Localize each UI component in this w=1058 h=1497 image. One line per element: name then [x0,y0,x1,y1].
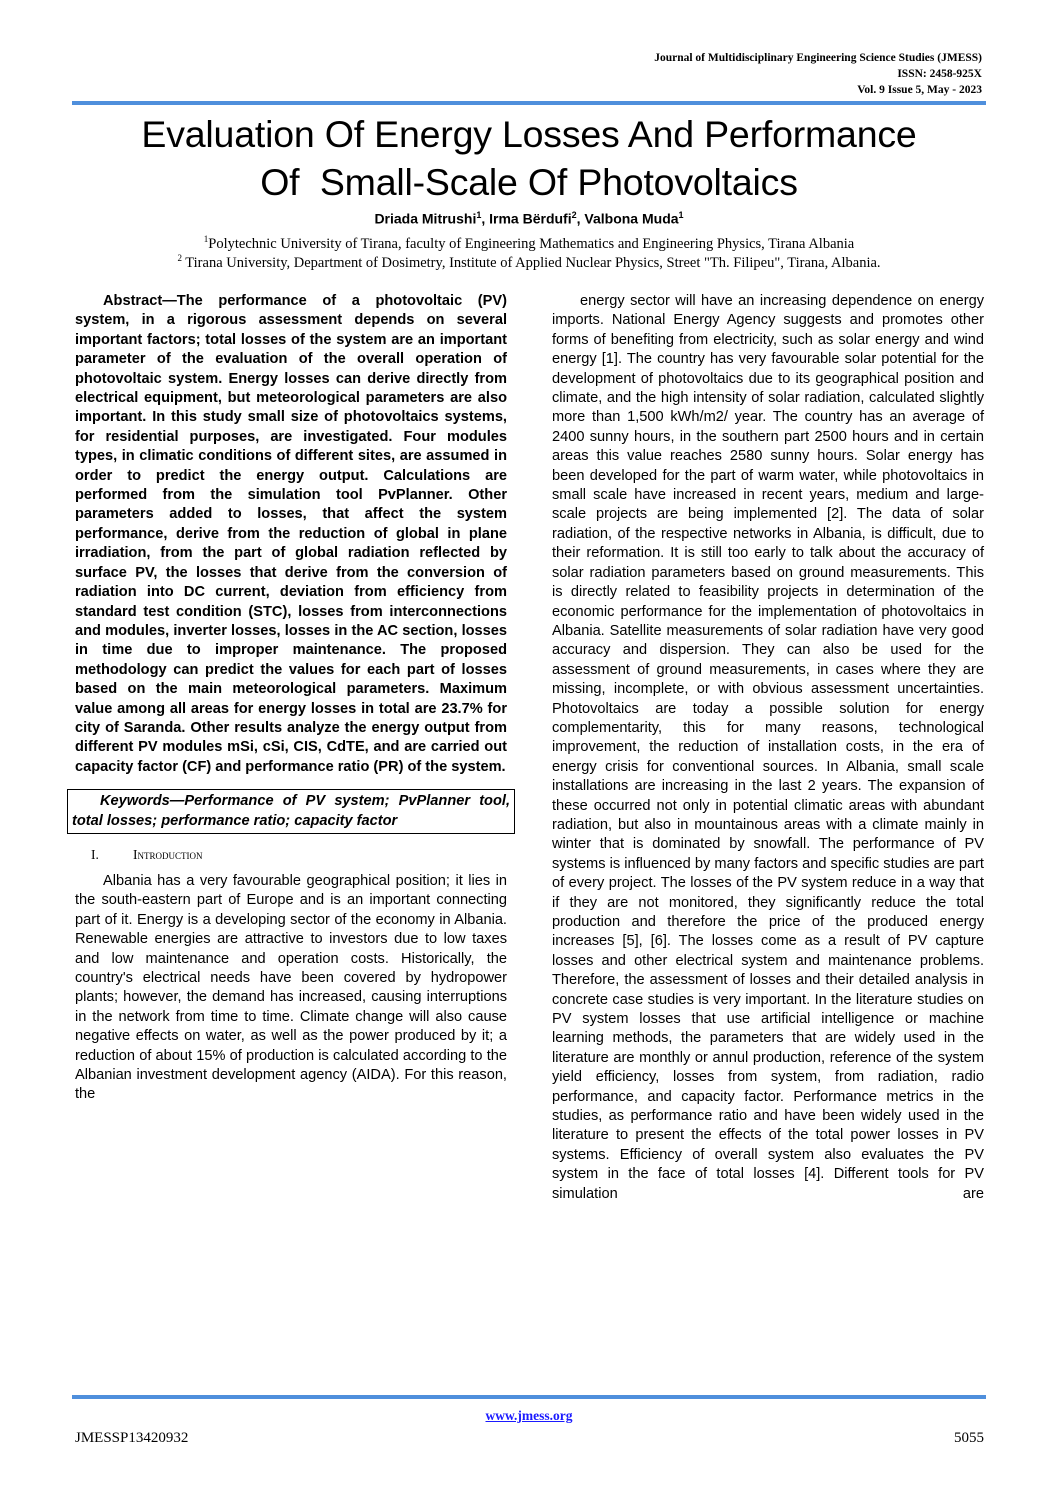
keywords: Keywords—Performance of PV system; PvPlanner tool, total losses; performance ratio; capacity factor [72,793,510,829]
title-line-1: Evaluation Of Energy Losses And Performance [141,113,917,155]
affil-mark: 1 [203,234,209,244]
header-rule [72,101,986,105]
section-title: Introduction [133,846,203,862]
author-list: Driada Mitrushi$^1$, Irma Bërdufi$^2$, Valbona Muda$^1$ [374,210,684,227]
author-affil-mark: 1 [678,210,684,220]
journal-name: Journal of Multidisciplinary Engineering Science Studies (JMESS) [654,52,982,64]
left-column [72,292,510,1105]
keywords-box [67,789,515,834]
journal-link[interactable]: www.jmess.org [485,1408,573,1423]
intro-paragraph-left: Albania has a very favourable geographical position; it lies in the south-eastern part of Europe and is an important connecting part of it. Energy is a developing sector of the economy in Albania. Renewable energies are attractive to investors due to low taxes and low maintenance and operation costs. Historically, the country's electrical needs have been covered by hydropower plants; however, the demand has increased, causing interruptions in the network from time to time. Climate change will also cause negative effects on water, as well as the power produced by it; a reduction of about 15% of production is calculated according to the Albanian investment development agency (AIDA). For this reason, the [75,872,507,1103]
right-column [552,292,984,1204]
affiliation-2 [40,249,1018,272]
title-line-2: Of Small-Scale Of Photovoltaics [260,161,798,203]
affil-text: Tirana University, Department of Dosimetry, Institute of Applied Nuclear Physics, Street "Th. Filipeu", Tirana, Albania. [181,254,881,271]
journal-header [654,50,982,98]
journal-volume: Vol. 9 Issue 5, May - 2023 [857,84,982,96]
footer-rule [72,1395,986,1399]
author-affil-mark: 1 [476,210,482,220]
paper-id: JMESSP13420932 [75,1430,189,1446]
author-affil-mark: 2 [571,210,577,220]
section-heading [75,846,507,864]
paper-title [60,110,998,206]
page-number: 5055 [954,1430,984,1446]
author-name: Irma Bërdufi [489,210,572,227]
section-number: I. [91,846,99,862]
author-name: Valbona Muda [584,210,679,227]
intro-paragraph-right: energy sector will have an increasing dependence on energy imports. National Energy Agency suggests and promotes other forms of benefiting from electricity, such as solar energy and wind energy [1]. The country has very favourable solar potential for the development of photovoltaics due to its geographical position and climate, and the high intensity of solar radiation, calculated slightly more than 1,500 kWh/m2/ year. The country has an average of 2400 sunny hours, in the southern part 2500 hours and in certain areas this value reaches 2580 sunny hours. Solar energy has been developed for the part of warm water, while photovoltaics in small scale have increased in recent years, medium and large-scale projects are being implemented [2]. The data of solar radiation, of the respective networks in Albania, is difficult, due to their reformation. It is still too early to talk about the accuracy of solar radiation parameters based on ground measurements. This is directly related to feasibility projects in determination of the economic performance for the implementation of photovoltaics in Albania. Satellite measurements of solar radiation have very good accuracy and dispersion. They can also be used for the assessment of ground measurements, in cases where they are missing, incomplete, or with obvious assessment uncertainties. Photovoltaics are today a possible solution for energy complementarity, this for many reasons, technological improvement, the reduction of installation costs, in the era of energy crisis for conventional sources. In Albania, small scale installations are increasing in the last 2 years. The expansion of these occurred not only in potential climatic areas with abundant radiation, but also in mountainous areas with a climate mainly in winter that is dominated by snowfall. The performance of PV systems is influenced by many factors and specific studies are part of every project. The losses of the PV system reduce in a way that if they are not monitored, they significantly reduce the total production and therefore the price of the produced energy increases [5], [6]. The losses come as a result of PV capture losses and other electrical system and maintenance problems. Therefore, the assessment of losses and their detailed analysis in concrete case studies is very important. In the literature studies on PV system losses that use artificial intelligence or machine learning methods, the parameters that are widely used in the literature are monthly or annul production, reference of the system yield efficiency, losses from system, from radiation, radio performance, and capacity factor. Performance metrics in the studies, as performance ratio and have been widely used in the literature to present the effects of the total power losses in PV systems. Efficiency of overall system also evaluates the PV system in the face of total losses [4]. Different tools for PV simulation are [552,293,984,1202]
journal-issn: ISSN: 2458-925X [897,68,982,80]
author-name: Driada Mitrushi [374,210,477,227]
abstract: Abstract—The performance of a photovoltaic (PV) system, in a rigorous assessment depends on several important factors; total losses of the system are an important parameter of the evaluation of the overall operation of photovoltaic system. Energy losses can derive directly from electrical equipment, but meteorological parameters are also important. In this study small size of photovoltaics systems, for residential purposes, are investigated. Four modules types, in climatic conditions of different sites, are assumed in order to predict the energy output. Calculations are performed from the simulation tool PvPlanner. Other parameters added to losses, that affect the system performance, derive from the reduction of global in plane irradiation, from the part of global radiation reflected by surface PV, the losses that derive from the conversion of radiation into DC current, deviation from efficiency from standard test condition (STC), losses from interconnections and modules, inverter losses, losses in the AC section, losses in time due to improper maintenance. The proposed methodology can predict the values for each part of losses based on the main meteorological parameters. Maximum value among all areas for energy losses in total are 23.7% for city of Saranda. Other results analyze the energy output from different PV modules mSi, cSi, CIS, CdTE, and are carried out capacity factor (CF) and performance ratio (PR) of the system. [75,293,507,775]
affil-text: Polytechnic University of Tirana, faculty of Engineering Mathematics and Engineering Physics, Tirana Albania [208,235,855,252]
affil-mark: 2 [177,253,182,263]
